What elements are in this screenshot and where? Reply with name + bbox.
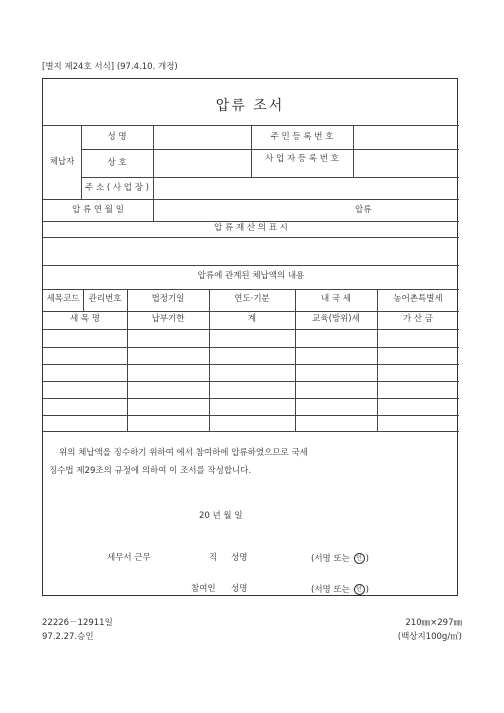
col-penalty: 가 산 금 [402,314,434,324]
seizure-label: 압류 [355,205,372,215]
rule [377,289,378,431]
witness-name-label: 성명 [231,584,248,594]
col-tax-code: 세목코드 [46,294,80,304]
rule [43,329,459,330]
col-education-tax: 교육(방위)세 [312,314,360,324]
rule [43,381,459,382]
rule [209,289,210,431]
rule [43,311,459,312]
col-management-no: 관리번호 [88,294,122,304]
rule [43,364,459,365]
col-domestic-tax: 내 국 세 [320,294,352,304]
property-display-label: 압 류 재 산 의 표 시 [214,223,288,233]
rule [43,265,459,266]
seizure-form [42,78,458,596]
seizure-date-label: 압 류 연 월 일 [72,205,124,215]
rule [127,289,128,431]
arrears-title: 압류에 관계된 체납액의 내용 [197,271,305,281]
statement-line-1: 위의 체납액을 징수하기 위하여 에서 참여하에 압류하였으므로 국세 [59,448,308,458]
officer-rank-label: 직 [209,553,218,563]
date-line: 20 년 월 일 [199,511,243,521]
business-name-label: 상 호 [107,158,127,168]
rule [43,237,459,238]
business-number-label: 사 업 자 등 록 번 호 [265,154,339,164]
rule [43,347,459,348]
rule [81,177,459,178]
col-year-period: 연도·기분 [234,294,270,304]
officer-signature: (서명 또는 인 ) [311,554,369,564]
rule [43,398,459,399]
paper-size: 210㎜×297㎜ [405,618,462,628]
col-due-date: 납부기한 [151,314,185,324]
officer-office-label: 세무서 근무 [107,553,151,563]
rule [353,125,354,177]
rule [43,415,459,416]
resident-number-label: 주 민 등 록 번 호 [270,132,334,142]
form-reference: [별지 제24호 서식] (97.4.10. 개정) [42,62,178,72]
col-rural-special-tax: 농어촌특별세 [393,294,443,304]
seal-icon: 인 [354,584,365,595]
rule [295,289,296,431]
rule [153,199,154,221]
rule [43,289,459,290]
rule [43,431,459,432]
paper-type: (백상지100g/㎡) [397,632,462,642]
approval-date: 97.2.27.승인 [42,632,94,642]
form-code: 22226－12911일 [42,618,113,628]
name-label: 성 명 [107,132,127,142]
witness-label: 참여인 [191,584,216,594]
col-statutory-date: 법정기일 [151,294,185,304]
rule [43,221,459,222]
seal-icon: 인 [354,553,365,564]
document-title: 압류 조서 [215,98,285,114]
rule [153,177,154,199]
statement-line-2: 징수법 제29조의 규정에 의하여 이 조서를 작성합니다. [49,466,252,476]
col-total: 계 [247,314,257,324]
col-tax-item-name: 세 목 명 [69,314,101,324]
officer-name-label: 성명 [231,553,248,563]
address-label: 주 소 ( 사 업 장 ) [85,183,149,193]
witness-signature: (서명 또는 인 ) [311,585,369,595]
taxpayer-label: 체납자 [49,157,75,167]
rule [43,199,459,200]
rule [153,125,154,177]
rule [81,149,459,150]
